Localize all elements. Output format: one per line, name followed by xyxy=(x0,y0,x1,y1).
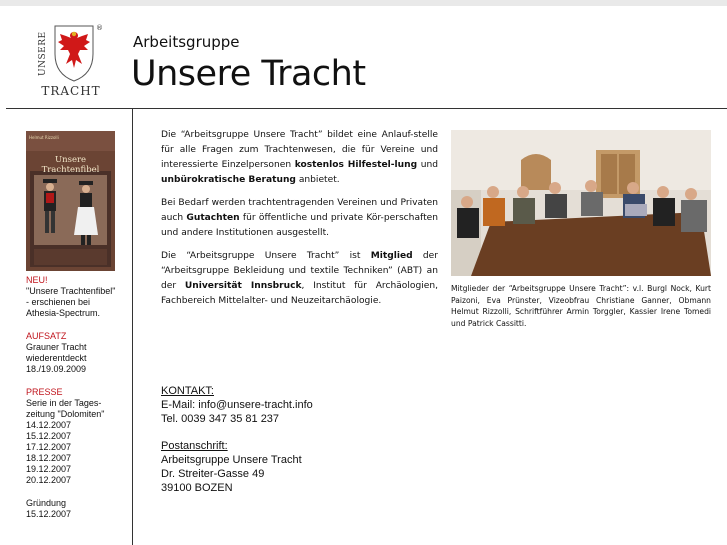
news-tag: AUFSATZ xyxy=(26,331,67,341)
news-line: 17.12.2007 xyxy=(26,442,72,452)
eagle-crest-icon xyxy=(52,24,96,82)
header-divider xyxy=(6,108,727,109)
postal-line: 39100 BOZEN xyxy=(161,482,233,494)
sidebar-news xyxy=(26,275,130,532)
news-tag: PRESSE xyxy=(26,387,63,397)
sidebar-divider xyxy=(132,109,133,545)
text-emphasis: kostenlos Hilfestel-lung xyxy=(294,160,418,170)
logo[interactable] xyxy=(38,24,104,98)
contact-email[interactable]: E-Mail: info@unsere-tracht.info xyxy=(161,399,313,411)
text-segment: , Institut für Archäologien, Fachbereich Mittelalter- und Neuzeitarchäologie. xyxy=(161,281,438,306)
news-line: 14.12.2007 xyxy=(26,420,72,430)
top-strip xyxy=(0,0,727,6)
news-line: 18.12.2007 xyxy=(26,453,72,463)
news-line: zeitung "Dolomiten" xyxy=(26,409,105,419)
postal-heading: Postanschrift: xyxy=(161,440,228,452)
news-line: 18./19.09.2009 xyxy=(26,364,87,374)
news-item-neu[interactable] xyxy=(26,275,130,319)
book-cover-title: Unsere Trachtenfibel xyxy=(41,155,100,175)
contact-phone: Tel. 0039 347 35 81 237 xyxy=(161,413,280,425)
registered-mark: ® xyxy=(96,24,103,32)
contact-heading: KONTAKT: xyxy=(161,385,214,397)
text-segment: der “Arbeitsgruppe Bekleidung und textile Techniken” (ABT) an der xyxy=(161,251,438,291)
text-segment: Die “Arbeitsgruppe Unsere Tracht” bildet eine Anlauf-stelle für alle Fragen zum Trachtenwesen, die für Vereine und interessierte Einzelpersonen xyxy=(161,130,438,170)
book-cover-image[interactable] xyxy=(26,131,115,271)
news-tag: NEU! xyxy=(26,275,48,285)
news-line: 15.12.2007 xyxy=(26,509,72,519)
text-segment: anbietet. xyxy=(295,175,340,185)
text-emphasis: unbürokratische Beratung xyxy=(161,175,296,185)
news-line: wiederentdeckt xyxy=(26,353,87,363)
news-line: "Unsere Trachtenfibel" xyxy=(26,286,116,296)
text-segment: Die “Arbeitsgruppe Unsere Tracht” ist xyxy=(161,251,371,261)
page-subtitle: Arbeitsgruppe xyxy=(133,33,240,51)
postal-line: Arbeitsgruppe Unsere Tracht xyxy=(161,454,302,466)
logo-horizontal-text: TRACHT xyxy=(41,84,101,98)
intro-paragraph-3 xyxy=(161,249,438,309)
news-line: Serie in der Tages- xyxy=(26,398,102,408)
book-cover-author: Helmut Rizzolli xyxy=(29,135,59,140)
news-line: Gründung xyxy=(26,498,67,508)
postal-line: Dr. Streiter-Gasse 49 xyxy=(161,468,265,480)
news-item-aufsatz[interactable] xyxy=(26,331,130,375)
news-line: 20.12.2007 xyxy=(26,475,72,485)
spacer xyxy=(161,426,401,439)
news-line: - erschienen bei xyxy=(26,297,91,307)
photo-caption: Mitglieder der “Arbeitsgruppe Unsere Tracht”: v.l. Burgl Nock, Kurt Paizoni, Eva Prünster, Vizeobfrau Christiane Ganner, Obmann Helmut Rizzolli, Schriftführer Armin Torggler, Kassier Irene Tomedi und Patrick Cassitti. xyxy=(451,284,711,328)
text-emphasis: Universität Innsbruck xyxy=(184,281,302,291)
news-line: Athesia-Spectrum. xyxy=(26,308,101,318)
text-emphasis: Gutachten xyxy=(186,213,240,223)
intro-text xyxy=(161,128,438,317)
text-segment: Bei Bedarf werden trachtentragenden Vereinen und Privaten auch xyxy=(161,198,438,223)
news-line: Grauner Tracht xyxy=(26,342,87,352)
page-title: Unsere Tracht xyxy=(131,54,366,94)
text-segment: und xyxy=(417,160,438,170)
news-item-gruendung[interactable] xyxy=(26,498,130,520)
book-cover-illustration xyxy=(26,131,115,271)
intro-paragraph-1 xyxy=(161,128,438,188)
text-segment: für öffentliche und private Kör-perschaften und andere Institutionen ausgestellt. xyxy=(161,213,438,238)
contact-block xyxy=(161,384,401,495)
group-photo-illustration xyxy=(451,130,711,276)
news-line: 19.12.2007 xyxy=(26,464,72,474)
news-line: 15.12.2007 xyxy=(26,431,72,441)
news-item-presse[interactable] xyxy=(26,387,130,486)
logo-vertical-text: UNSERE xyxy=(38,31,48,77)
text-emphasis: Mitglied xyxy=(370,251,413,261)
intro-paragraph-2 xyxy=(161,196,438,241)
group-photo xyxy=(451,130,711,276)
